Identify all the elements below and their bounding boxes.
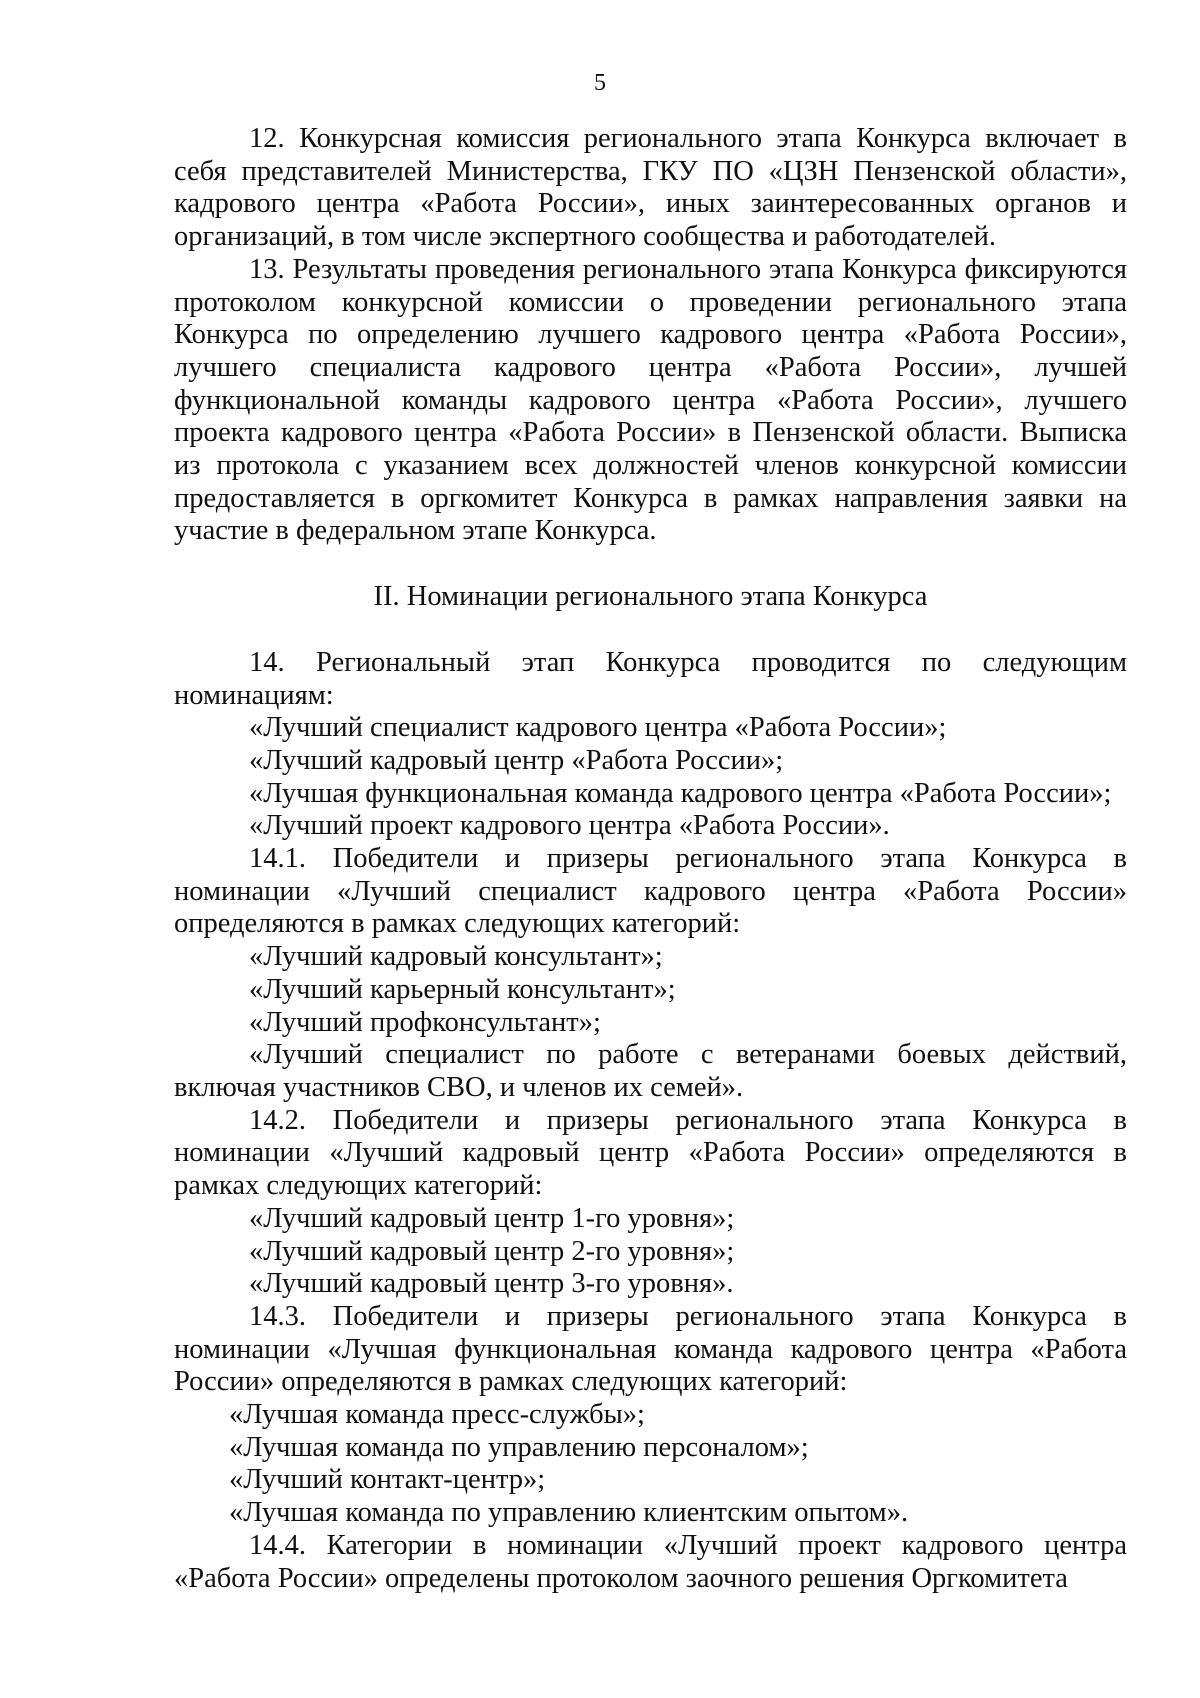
- category-item: «Лучший кадровый центр 3-го уровня».: [249, 1268, 734, 1300]
- paragraph-14-2: 14.2. Победители и призеры регионального этапа Конкурса в номинации «Лучший кадровый центр «Работа России» определяются в рамках следующих категорий:: [174, 1104, 1127, 1202]
- page-number: 5: [594, 70, 606, 96]
- category-item: «Лучший карьерный консультант»;: [249, 973, 676, 1005]
- category-item: «Лучший профконсультант»;: [249, 1006, 601, 1038]
- category-item: «Лучший кадровый консультант»;: [249, 941, 663, 973]
- paragraph-14-1: 14.1. Победители и призеры регионального этапа Конкурса в номинации «Лучший специалист кадрового центра «Работа России» определяются в рамках следующих категорий:: [174, 843, 1127, 940]
- paragraph-13: 13. Результаты проведения регионального этапа Конкурса фиксируются протоколом конкурсной комиссии о проведении регионального этапа Конкурса по определению лучшего кадрового центра «Работа России», лучшего специалиста кадрового центра «Работа России», лучшей функциональной команды кадрового центра «Работа России», лучшего проекта кадрового центра «Работа России» в Пензенской области. Выписка из протокола с указанием всех должностей членов конкурсной комиссии предоставляется в оргкомитет Конкурса в рамках направления заявки на участие в федеральном этапе Конкурса.: [174, 253, 1127, 547]
- category-item: «Лучшая команда по управлению клиентским опытом».: [229, 1497, 909, 1529]
- category-item: «Лучший специалист по работе с ветеранами боевых действий, включая участников СВО, и членов их семей».: [174, 1039, 1127, 1103]
- category-item: «Лучший контакт-центр»;: [229, 1464, 546, 1496]
- nomination-item: «Лучший кадровый центр «Работа России»;: [249, 744, 784, 776]
- paragraph-14-3: 14.3. Победители и призеры регионального этапа Конкурса в номинации «Лучшая функциональная команда кадрового центра «Работа России» определяются в рамках следующих категорий:: [174, 1300, 1127, 1398]
- category-item: «Лучшая команда пресс-службы»;: [229, 1399, 645, 1431]
- nomination-item: «Лучший специалист кадрового центра «Работа России»;: [249, 712, 947, 744]
- paragraph-14-4: 14.4. Категории в номинации «Лучший проект кадрового центра «Работа России» определены протоколом заочного решения Оргкомитета: [174, 1529, 1127, 1594]
- category-item: «Лучший кадровый центр 2-го уровня»;: [249, 1235, 735, 1267]
- paragraph-12: 12. Конкурсная комиссия регионального этапа Конкурса включает в себя представителей Министерства, ГКУ ПО «ЦЗН Пензенской области», кадрового центра «Работа России», иных заинтересованных органов и организаций, в том числе экспертного сообщества и работодателей.: [174, 123, 1127, 253]
- document-body: [174, 123, 1127, 1595]
- category-item: «Лучшая команда по управлению персоналом»;: [229, 1431, 809, 1463]
- nomination-item: «Лучший проект кадрового центра «Работа России».: [249, 810, 890, 842]
- section-heading: II. Номинации регионального этапа Конкурса: [373, 581, 928, 613]
- paragraph-14: 14. Региональный этап Конкурса проводится по следующим номинациям:: [174, 646, 1127, 711]
- nomination-item: «Лучшая функциональная команда кадрового центра «Работа России»;: [249, 777, 1112, 809]
- category-item: «Лучший кадровый центр 1-го уровня»;: [249, 1202, 735, 1234]
